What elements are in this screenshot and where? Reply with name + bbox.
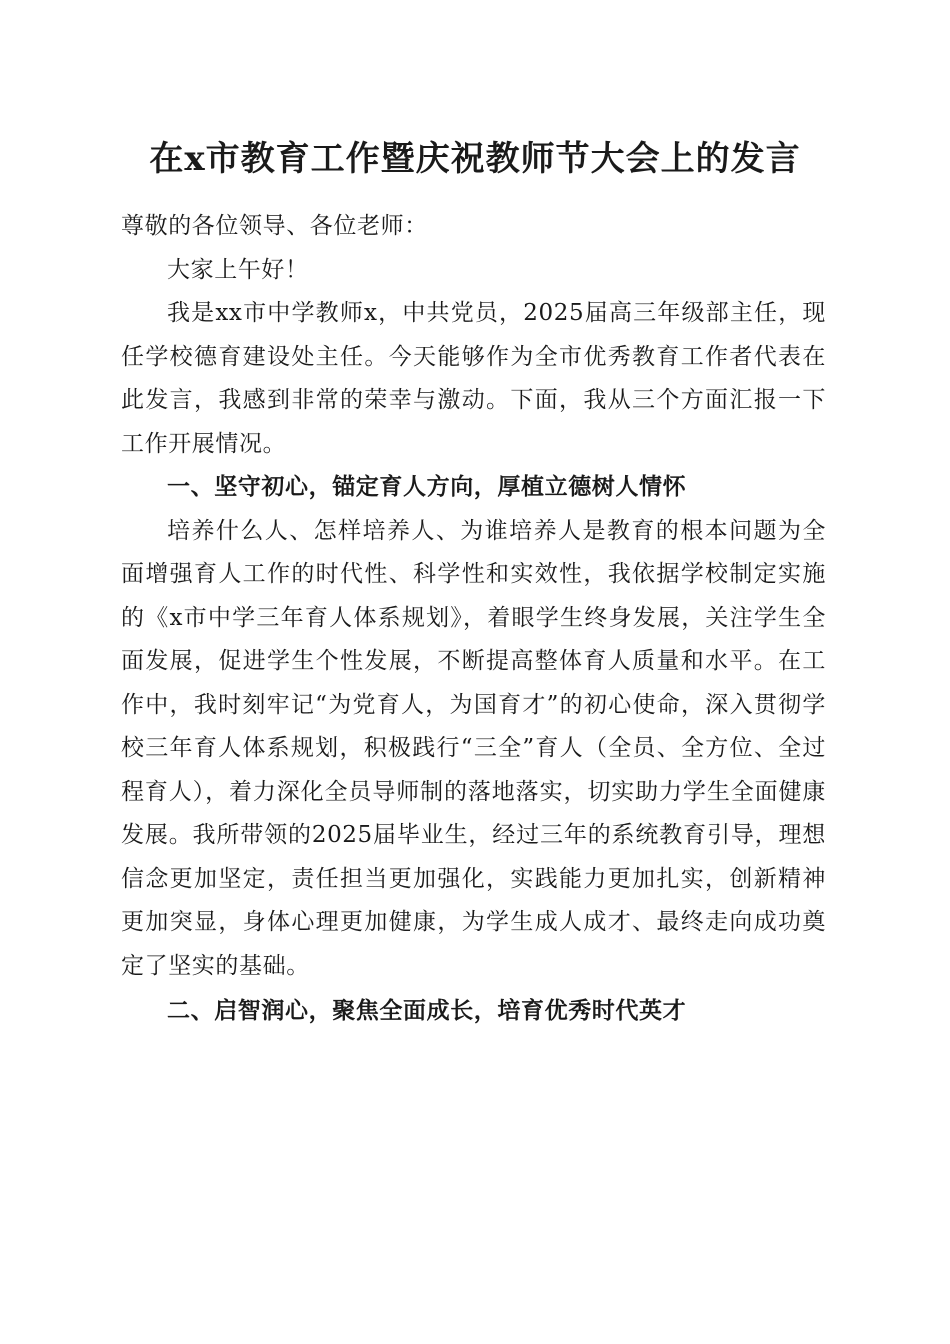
section-heading-2: 二、启智润心，聚焦全面成长，培育优秀时代英才 — [167, 998, 687, 1024]
section-heading-1: 一、坚守初心，锚定育人方向，厚植立德树人情怀 — [167, 474, 687, 500]
greeting: 大家上午好！ — [167, 256, 309, 283]
intro-paragraph: 我是xx市中学教师x，中共党员，2025届高三年级部主任，现任学校德育建设处主任。今天能够作为全市优秀教育工作者代表在此发言，我感到非常的荣幸与激动。下面，我从三个方面汇报一下工作开展情况。 — [121, 300, 826, 457]
document-title: 在x市教育工作暨庆祝教师节大会上的发言 — [149, 139, 801, 179]
document-body — [121, 205, 826, 1034]
section-paragraph-1: 培养什么人、怎样培养人、为谁培养人是教育的根本问题为全面增强育人工作的时代性、科学性和实效性，我依据学校制定实施的《x市中学三年育人体系规划》，着眼学生终身发展，关注学生全面发展，促进学生个性发展，不断提高整体育人质量和水平。在工作中，我时刻牢记“为党育人，为国育才”的初心使命，深入贯彻学校三年育人体系规划，积极践行“三全”育人（全员、全方位、全过程育人），着力深化全员导师制的落地落实，切实助力学生全面健康发展。我所带领的2025届毕业生，经过三年的系统教育引导，理想信念更加坚定，责任担当更加强化，实践能力更加扎实，创新精神更加突显，身体心理更加健康，为学生成人成才、最终走向成功奠定了坚实的基础。 — [121, 517, 826, 979]
salutation: 尊敬的各位领导、各位老师： — [121, 213, 428, 239]
